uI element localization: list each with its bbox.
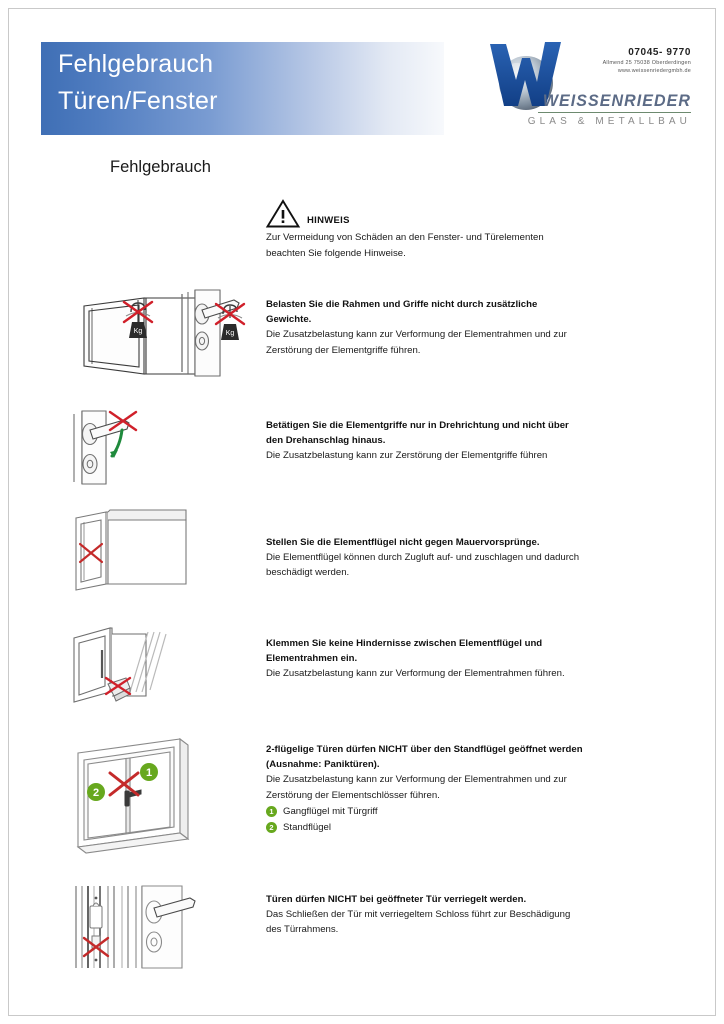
figure-sash-wedge — [62, 622, 202, 708]
figure-door-latch-lock — [62, 884, 212, 970]
header-title-line2: Türen/Fenster — [58, 87, 218, 115]
block-body-line2: beschädigt werden. — [266, 567, 350, 579]
figure-double-door — [62, 737, 212, 855]
notice-line-1: Zur Vermeidung von Schäden an den Fenster- und Türelementen — [266, 232, 544, 243]
block-text-double-door — [266, 742, 666, 836]
block-body-line1: Die Zusatzbelastung kann zur Verformung der Elementrahmen führen. — [266, 668, 565, 680]
block-body-line1: Die Zusatzbelastung kann zur Verformung der Elementrahmen und zur — [266, 774, 567, 786]
notice-text — [266, 230, 666, 261]
block-body-line1: Das Schließen der Tür mit verriegeltem Schloss führt zur Beschädigung — [266, 909, 571, 921]
svg-text:1: 1 — [145, 767, 153, 779]
figure-open-sash-wall — [62, 508, 202, 594]
svg-text:Kg: Kg — [133, 328, 143, 335]
notice-header — [266, 200, 666, 228]
block-body-line2: Zerstörung der Elementgriffe führen. — [266, 344, 421, 356]
svg-text:2: 2 — [92, 787, 100, 799]
door-leaf-legend — [266, 804, 666, 836]
block-text-wall-projection — [266, 535, 666, 581]
notice-block — [266, 200, 666, 261]
logo-tagline: GLAS & METALLBAU — [527, 116, 691, 127]
badge-number-icon: 2 — [266, 822, 277, 833]
logo-divider — [538, 112, 691, 113]
block-title-line2: Gewichte. — [266, 314, 312, 326]
notice-line-2: beachten Sie folgende Hinweise. — [266, 247, 406, 259]
logo-company-name: WEISSENRIEDER — [542, 92, 691, 110]
block-title-line2: (Ausnahme: Paniktüren). — [266, 759, 380, 771]
logo-address: Allmend 25 75038 Oberderdingen — [602, 60, 691, 66]
block-title-line1: 2-flügelige Türen dürfen NICHT über den Standflügel geöffnet werden — [266, 744, 583, 755]
logo-website: www.weissenriedergmbh.de — [617, 68, 691, 74]
block-body-line2: des Türrahmens. — [266, 924, 339, 936]
header-title-group — [58, 46, 458, 120]
company-logo — [476, 38, 691, 136]
svg-text:Kg: Kg — [225, 330, 235, 337]
block-title-line1: Türen dürfen NICHT bei geöffneter Tür verriegelt werden. — [266, 894, 527, 905]
block-body-line1: Die Elementflügel können durch Zugluft auf- und zuschlagen und dadurch — [266, 552, 580, 564]
block-text-obstruction — [266, 636, 666, 682]
logo-phone: 07045- 9770 — [628, 47, 691, 58]
block-title-line1: Betätigen Sie die Elementgriffe nur in Drehrichtung und nicht über — [266, 420, 569, 431]
block-body-line1: Die Zusatzbelastung kann zur Zerstörung der Elementgriffe führen — [266, 450, 548, 462]
header-title-line1: Fehlgebrauch — [58, 50, 214, 78]
block-title-line1: Stellen Sie die Elementflügel nicht gegen Mauervorsprünge. — [266, 537, 540, 548]
legend-label: Standflügel — [283, 821, 332, 833]
legend-item — [266, 820, 666, 836]
block-text-load-frames-handles — [266, 297, 666, 358]
block-title-line1: Klemmen Sie keine Hindernisse zwischen Elementflügel und — [266, 638, 543, 649]
legend-item — [266, 804, 666, 820]
warning-triangle-icon — [266, 199, 300, 228]
section-title: Fehlgebrauch — [110, 158, 211, 176]
block-text-locked-open-door — [266, 892, 666, 938]
notice-label: HINWEIS — [307, 215, 350, 226]
block-title-line2: den Drehanschlag hinaus. — [266, 435, 386, 447]
block-title-line1: Belasten Sie die Rahmen und Griffe nicht durch zusätzliche — [266, 299, 538, 310]
logo-contact-block — [576, 47, 691, 75]
figure-window-weight — [62, 288, 262, 380]
badge-number-icon: 1 — [266, 806, 277, 817]
block-body-line2: Zerstörung der Elementschlösser führen. — [266, 789, 440, 801]
block-body-line1: Die Zusatzbelastung kann zur Verformung der Elementrahmen und zur — [266, 329, 567, 341]
block-text-handle-rotation — [266, 418, 666, 464]
figure-handle-rotation — [62, 408, 202, 484]
block-title-line2: Elementrahmen ein. — [266, 653, 358, 665]
legend-label: Gangflügel mit Türgriff — [283, 805, 378, 817]
